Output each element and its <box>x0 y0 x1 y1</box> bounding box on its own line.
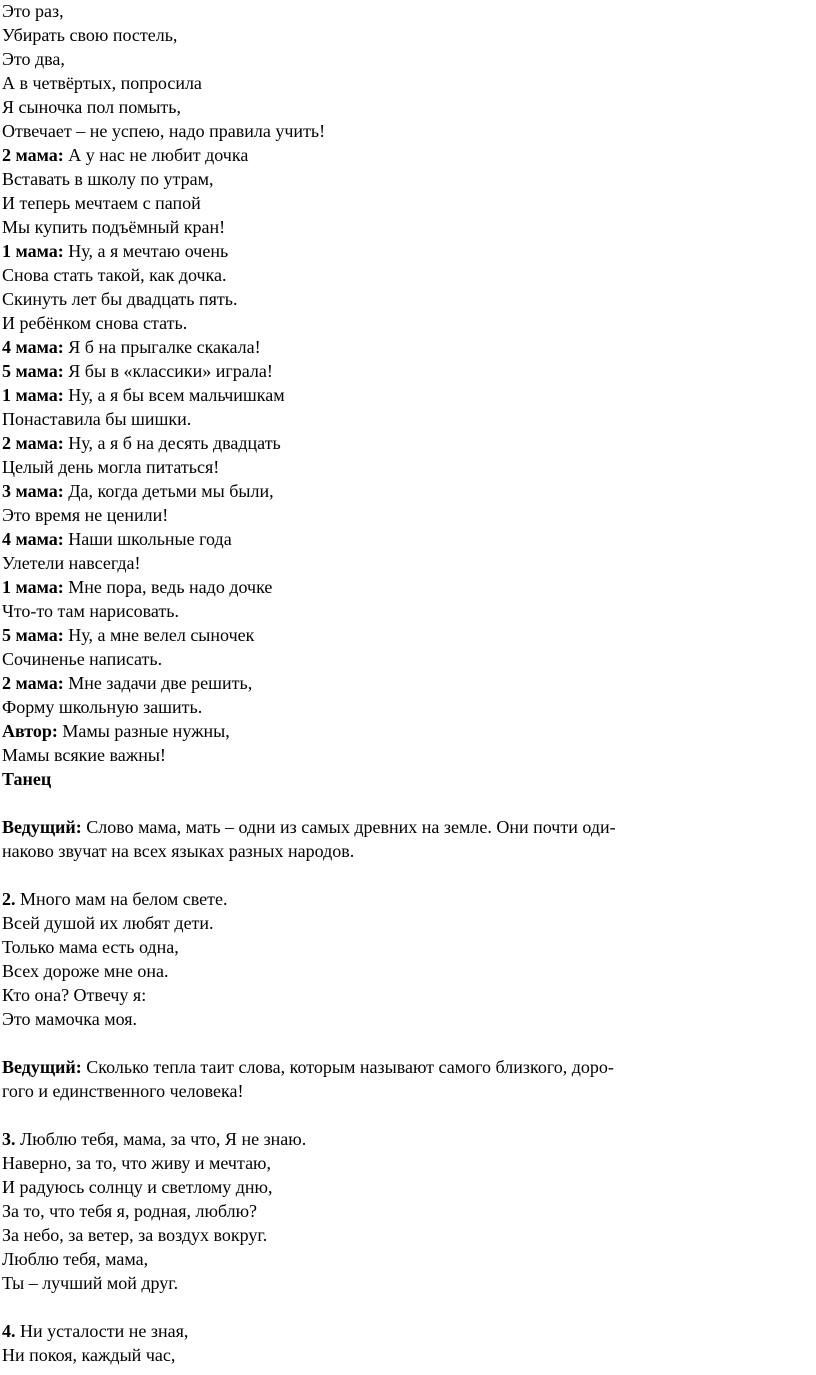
poem-line: Кто она? Отвечу я: <box>2 985 147 1005</box>
dialogue-text: Я бы в «классики» играла! <box>63 361 273 381</box>
speaker-label: 1 мама: <box>2 241 64 261</box>
spacer <box>0 791 816 815</box>
spacer <box>0 863 816 887</box>
dialogue-line <box>2 503 816 527</box>
host-text: Слово мама, мать – одни из самых древних на земле. Они почти оди- <box>81 817 616 837</box>
dialogue-line <box>2 383 816 407</box>
speaker-label: 3 мама: <box>2 481 64 501</box>
dialogue-text: Мамы разные нужны, <box>57 721 230 741</box>
dialogue-line <box>2 599 816 623</box>
host-paragraph-line <box>2 839 816 863</box>
dialogue-text: Мамы всякие важны! <box>2 745 166 765</box>
verse-line: А в четвёртых, попросила <box>2 73 202 93</box>
dialogue-line <box>2 431 816 455</box>
speaker-label: 2 мама: <box>2 433 64 453</box>
dialogue-text: Форму школьную зашить. <box>2 697 203 717</box>
spacer <box>0 1295 816 1319</box>
host-paragraph-line <box>2 1055 816 1079</box>
host-text: наково звучат на всех языках разных народов. <box>2 841 355 861</box>
speaker-label: 2 мама: <box>2 673 64 693</box>
poem-line <box>2 887 816 911</box>
dialogue-line <box>2 527 816 551</box>
dialogue-text: Скинуть лет бы двадцать пять. <box>2 289 238 309</box>
dialogue-line <box>2 743 816 767</box>
dialogue-text: Мы купить подъёмный кран! <box>2 217 226 237</box>
poem-line: За то, что тебя я, родная, люблю? <box>2 1201 258 1221</box>
dialogue-text: Ну, а я мечтаю очень <box>63 241 229 261</box>
host-paragraph-line <box>2 1079 816 1103</box>
dialogue-line <box>2 455 816 479</box>
dialogue-text: Сочиненье написать. <box>2 649 163 669</box>
poem-line: Ни покоя, каждый час, <box>2 1345 176 1365</box>
speaker-label: 5 мама: <box>2 625 64 645</box>
dialogue-text: Ну, а я б на десять двадцать <box>63 433 281 453</box>
dialogue-line <box>2 239 816 263</box>
dialogue-text: Я б на прыгалке скакала! <box>63 337 261 357</box>
host-text: гого и единственного человека! <box>2 1081 244 1101</box>
poem-text: Ни усталости не зная, <box>15 1321 189 1341</box>
dialogue-line <box>2 335 816 359</box>
dialogue-line <box>2 479 816 503</box>
dialogue-line <box>2 695 816 719</box>
dialogue-text: Понаставила бы шишки. <box>2 409 192 429</box>
host-text: Сколько тепла таит слова, которым называют самого близкого, доро- <box>81 1057 614 1077</box>
poem-line: Люблю тебя, мама, <box>2 1249 149 1269</box>
speaker-label: Ведущий: <box>2 1057 82 1077</box>
speaker-label: Автор: <box>2 721 58 741</box>
poem-line: Только мама есть одна, <box>2 937 179 957</box>
dialogue-text: Да, когда детьми мы были, <box>63 481 274 501</box>
spacer <box>0 1103 816 1127</box>
dialogue-line <box>2 575 816 599</box>
dialogue-text: Целый день могла питаться! <box>2 457 220 477</box>
poem-number: 3. <box>2 1129 16 1149</box>
dialogue-line <box>2 287 816 311</box>
poem-line: Всей душой их любят дети. <box>2 913 214 933</box>
poem-text: Люблю тебя, мама, за что, Я не знаю. <box>15 1129 307 1149</box>
dialogue-text: Вставать в школу по утрам, <box>2 169 214 189</box>
poem-number: 2. <box>2 889 16 909</box>
dialogue-line <box>2 167 816 191</box>
verse-line: Это два, <box>2 49 65 69</box>
dialogue-text: А у нас не любит дочка <box>63 145 249 165</box>
dialogue-text: Ну, а мне велел сыночек <box>63 625 255 645</box>
host-paragraph-line <box>2 815 816 839</box>
dialogue-text: Наши школьные года <box>63 529 232 549</box>
dialogue-line <box>2 551 816 575</box>
dialogue-text: Это время не ценили! <box>2 505 169 525</box>
dialogue-line <box>2 311 816 335</box>
speaker-label: 5 мама: <box>2 361 64 381</box>
dialogue-line <box>2 623 816 647</box>
poem-line: Это мамочка моя. <box>2 1009 138 1029</box>
dialogue-text: И теперь мечтаем с папой <box>2 193 201 213</box>
spacer <box>0 1031 816 1055</box>
dialogue-text: И ребёнком снова стать. <box>2 313 188 333</box>
dialogue-text: Улетели навсегда! <box>2 553 141 573</box>
dance-heading: Танец <box>2 769 52 789</box>
poem-line <box>2 1319 816 1343</box>
dialogue-line <box>2 407 816 431</box>
poem-line <box>2 1127 816 1151</box>
poem-line: И радуюсь солнцу и светлому дню, <box>2 1177 273 1197</box>
verse-line: Отвечает – не успею, надо правила учить! <box>2 121 326 141</box>
dialogue-line <box>2 671 816 695</box>
poem-line: Всех дороже мне она. <box>2 961 169 981</box>
poem-line: Ты – лучший мой друг. <box>2 1273 179 1293</box>
dialogue-text: Мне пора, ведь надо дочке <box>63 577 273 597</box>
verse-line: Я сыночка пол помыть, <box>2 97 181 117</box>
dialogue-text: Снова стать такой, как дочка. <box>2 265 227 285</box>
dialogue-text: Ну, а я бы всем мальчишкам <box>63 385 285 405</box>
speaker-label: Ведущий: <box>2 817 82 837</box>
speaker-label: 1 мама: <box>2 385 64 405</box>
dialogue-line <box>2 191 816 215</box>
speaker-label: 2 мама: <box>2 145 64 165</box>
dialogue-line <box>2 719 816 743</box>
verse-line: Убирать свою постель, <box>2 25 178 45</box>
poem-number: 4. <box>2 1321 16 1341</box>
poem-line: Наверно, за то, что живу и мечтаю, <box>2 1153 272 1173</box>
dialogue-line <box>2 143 816 167</box>
dialogue-line <box>2 263 816 287</box>
speaker-label: 4 мама: <box>2 337 64 357</box>
speaker-label: 4 мама: <box>2 529 64 549</box>
dialogue-line <box>2 359 816 383</box>
dialogue-line <box>2 647 816 671</box>
dialogue-text: Что-то там нарисовать. <box>2 601 180 621</box>
verse-line: Это раз, <box>2 1 64 21</box>
poem-text: Много мам на белом свете. <box>15 889 228 909</box>
section-heading <box>2 767 816 791</box>
poem-line: За небо, за ветер, за воздух вокруг. <box>2 1225 268 1245</box>
speaker-label: 1 мама: <box>2 577 64 597</box>
dialogue-line <box>2 215 816 239</box>
dialogue-text: Мне задачи две решить, <box>63 673 253 693</box>
